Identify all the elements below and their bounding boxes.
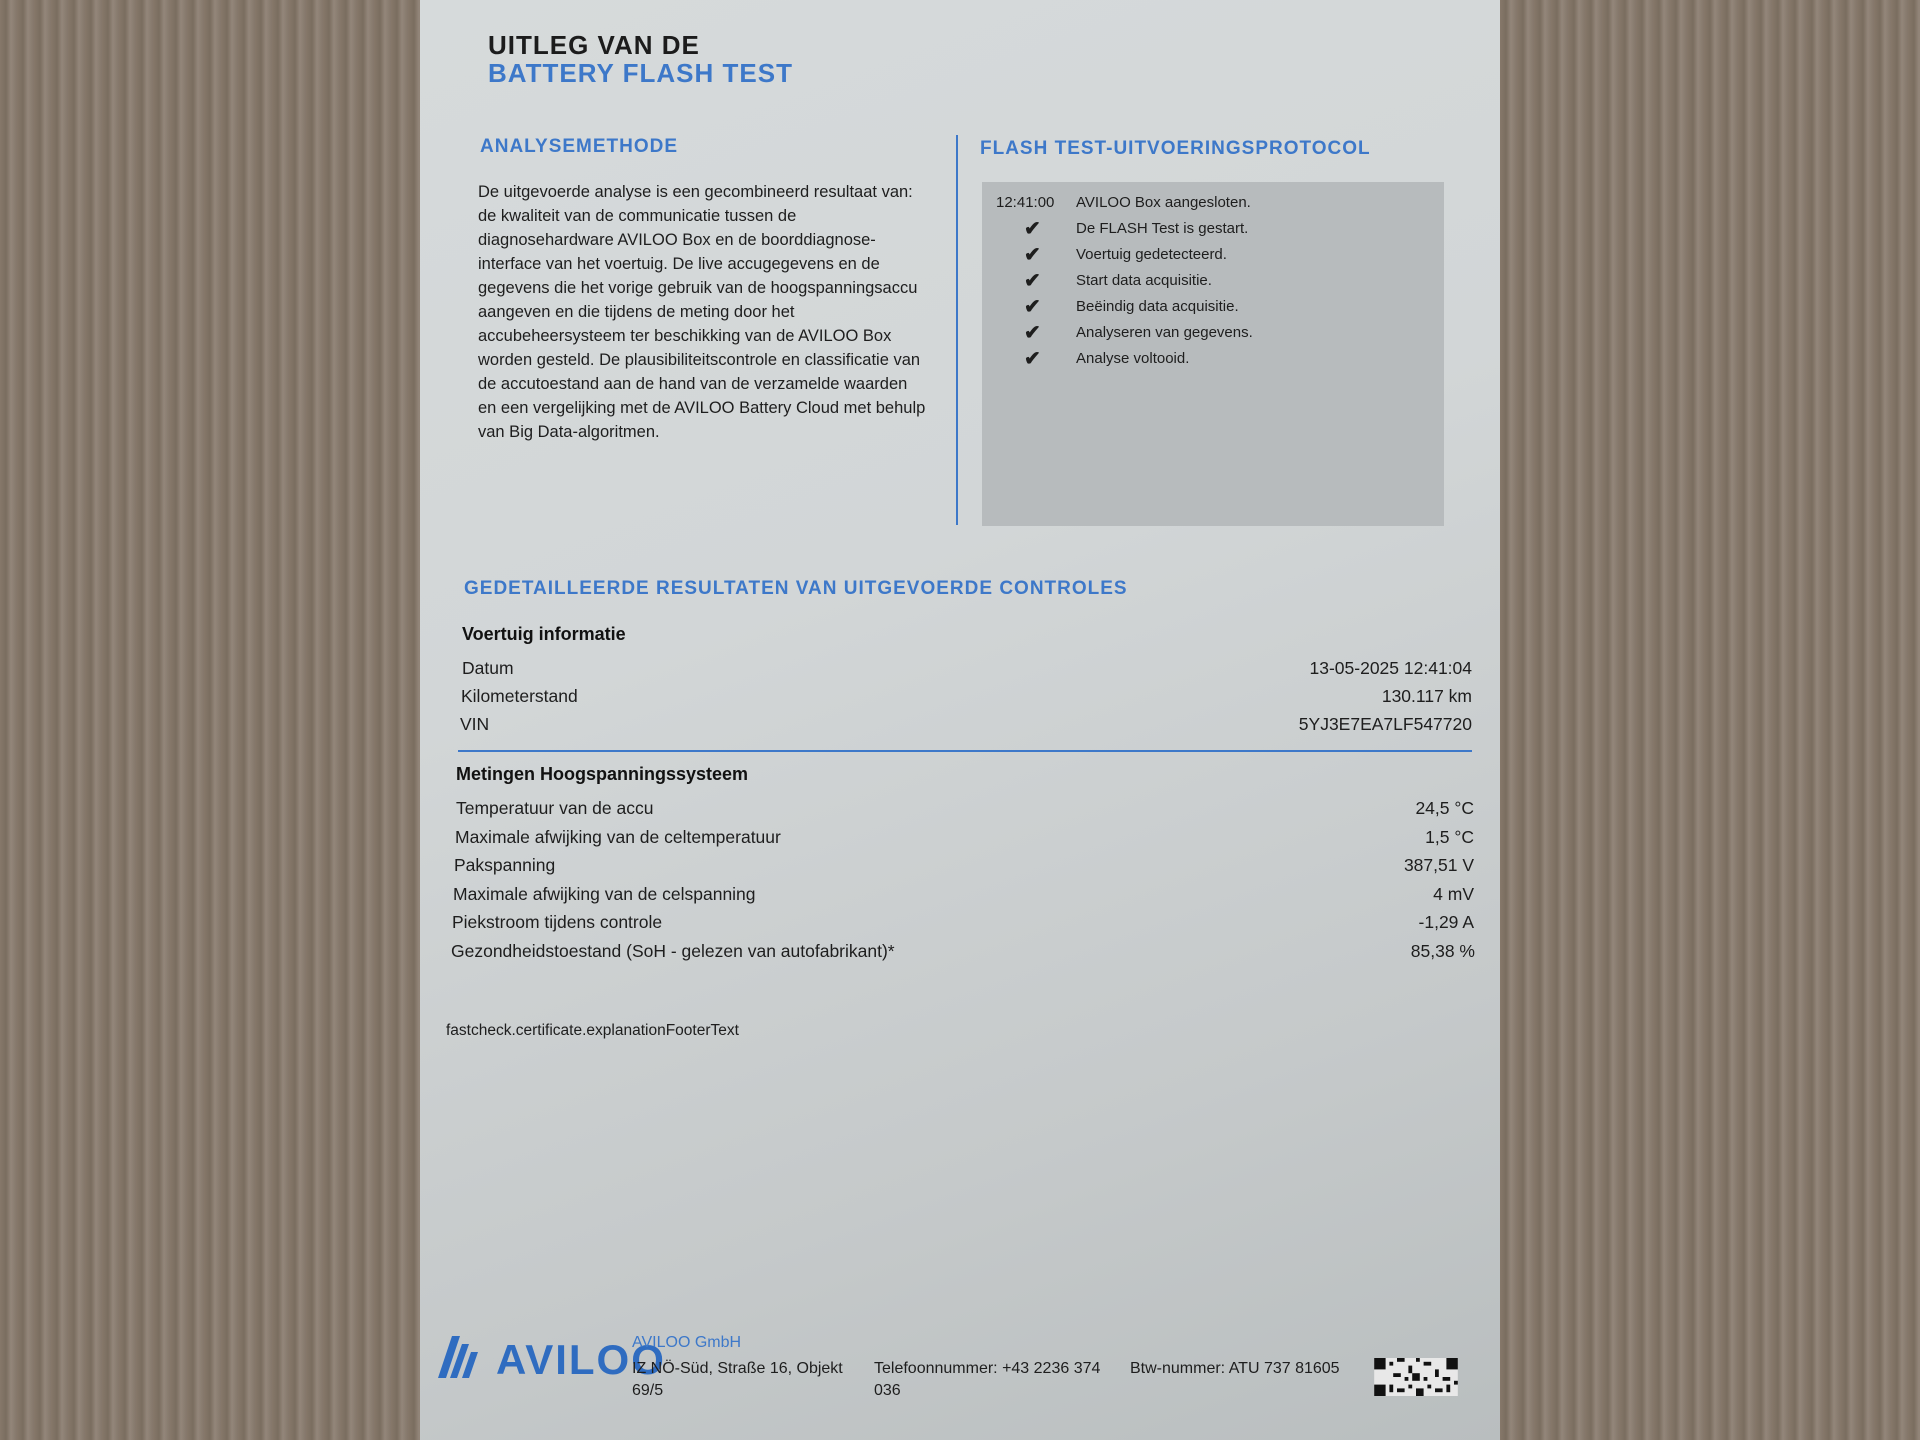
section-divider — [458, 750, 1472, 752]
footer-placeholder-text: fastcheck.certificate.explanationFooterText — [446, 1022, 739, 1039]
log-entry — [982, 294, 1444, 320]
measurement-row — [455, 827, 1474, 853]
qr-code-icon — [1372, 1358, 1460, 1396]
protocol-heading: FLASH TEST-UITVOERINGSPROTOCOL — [980, 138, 1371, 159]
log-entry — [982, 216, 1444, 242]
row-value: 13-05-2025 12:41:04 — [1309, 658, 1472, 678]
row-value: 5YJ3E7EA7LF547720 — [1298, 714, 1472, 734]
check-icon: ✔ — [1024, 322, 1041, 344]
measurement-row — [454, 855, 1474, 881]
row-value: -1,29 A — [1418, 912, 1474, 932]
log-entry — [982, 268, 1444, 294]
row-label: Maximale afwijking van de celtemperatuur — [455, 827, 781, 847]
row-label: Maximale afwijking van de celspanning — [453, 884, 756, 904]
wood-background-left — [0, 0, 420, 1440]
row-label: Temperatuur van de accu — [456, 798, 654, 818]
logo-wordmark: AVILOO — [496, 1336, 666, 1383]
aviloo-logo — [438, 1332, 666, 1388]
row-value: 1,5 °C — [1425, 827, 1474, 847]
log-message: Voertuig gedetecteerd. — [1076, 246, 1227, 263]
log-entry — [982, 320, 1444, 346]
vehicle-info-heading: Voertuig informatie — [462, 624, 626, 644]
row-label: Pakspanning — [454, 855, 556, 875]
check-icon: ✔ — [1024, 244, 1041, 266]
measurement-row — [456, 798, 1474, 824]
aviloo-logo-icon — [438, 1332, 490, 1382]
analysis-heading: ANALYSEMETHODE — [480, 136, 679, 157]
vehicle-row-vin — [460, 714, 1472, 740]
certificate-page — [420, 0, 1500, 1440]
log-message: De FLASH Test is gestart. — [1076, 220, 1249, 237]
footer-phone: Telefoonnummer: +43 2236 374 036 — [874, 1360, 1101, 1399]
measurements-heading: Metingen Hoogspanningssysteem — [456, 764, 749, 784]
row-label: VIN — [460, 714, 490, 734]
log-entry — [982, 346, 1444, 372]
page-title-line2: BATTERY FLASH TEST — [488, 58, 793, 88]
vehicle-row-odometer — [461, 686, 1472, 712]
row-value: 387,51 V — [1403, 855, 1474, 875]
wood-background-right — [1500, 0, 1920, 1440]
row-label: Gezondheidstoestand (SoH - gelezen van autofabrikant)* — [451, 941, 895, 961]
check-icon: ✔ — [1024, 348, 1041, 370]
log-message: Analyse voltooid. — [1076, 350, 1190, 367]
log-entry — [982, 242, 1444, 268]
measurement-row — [451, 941, 1475, 967]
log-message: Analyseren van gegevens. — [1076, 324, 1253, 341]
log-message: Beëindig data acquisitie. — [1076, 298, 1239, 315]
row-value: 130.117 km — [1381, 686, 1472, 706]
results-heading: GEDETAILLEERDE RESULTATEN VAN UITGEVOERDE CONTROLES — [464, 578, 1128, 599]
log-message: AVILOO Box aangesloten. — [1076, 194, 1251, 211]
row-value: 85,38 % — [1410, 941, 1475, 961]
log-time: 12:41:00 — [996, 194, 1055, 211]
row-label: Datum — [462, 658, 514, 678]
row-label: Kilometerstand — [461, 686, 578, 706]
page-title-line1: UITLEG VAN DE — [488, 30, 700, 60]
log-message: Start data acquisitie. — [1076, 272, 1212, 289]
row-value: 24,5 °C — [1415, 798, 1474, 818]
vehicle-row-date — [462, 658, 1472, 684]
measurement-row — [452, 912, 1474, 938]
protocol-log-box — [982, 182, 1444, 526]
footer-vat: Btw-nummer: ATU 737 81605 — [1130, 1360, 1340, 1377]
row-value: 4 mV — [1433, 884, 1474, 904]
check-icon: ✔ — [1024, 218, 1041, 240]
column-divider — [956, 135, 958, 525]
row-label: Piekstroom tijdens controle — [452, 912, 663, 932]
measurement-row — [453, 884, 1474, 910]
analysis-text: De uitgevoerde analyse is een gecombineerd resultaat van: de kwaliteit van de communicatie tussen de diagnosehardware AVILOO Box en de boorddiagnose-interface van het voertuig. De live accugegevens en de gegevens die het vorige gebruik van de hoogspanningsaccu aangeven en die tijdens de meting door het accubeheersysteem ter beschikking van de AVILOO Box worden gesteld. De plausibiliteitscontrole en classificatie van de accutoestand aan de hand van de verzamelde waarden en een vergelijking met de AVILOO Battery Cloud met behulp van Big Data-algoritmen. — [478, 183, 926, 441]
log-entry — [982, 190, 1444, 216]
footer-address: IZ NÖ-Süd, Straße 16, Objekt 69/5 — [632, 1360, 843, 1399]
footer-company: AVILOO GmbH — [632, 1334, 742, 1351]
check-icon: ✔ — [1024, 296, 1041, 318]
check-icon: ✔ — [1024, 270, 1041, 292]
